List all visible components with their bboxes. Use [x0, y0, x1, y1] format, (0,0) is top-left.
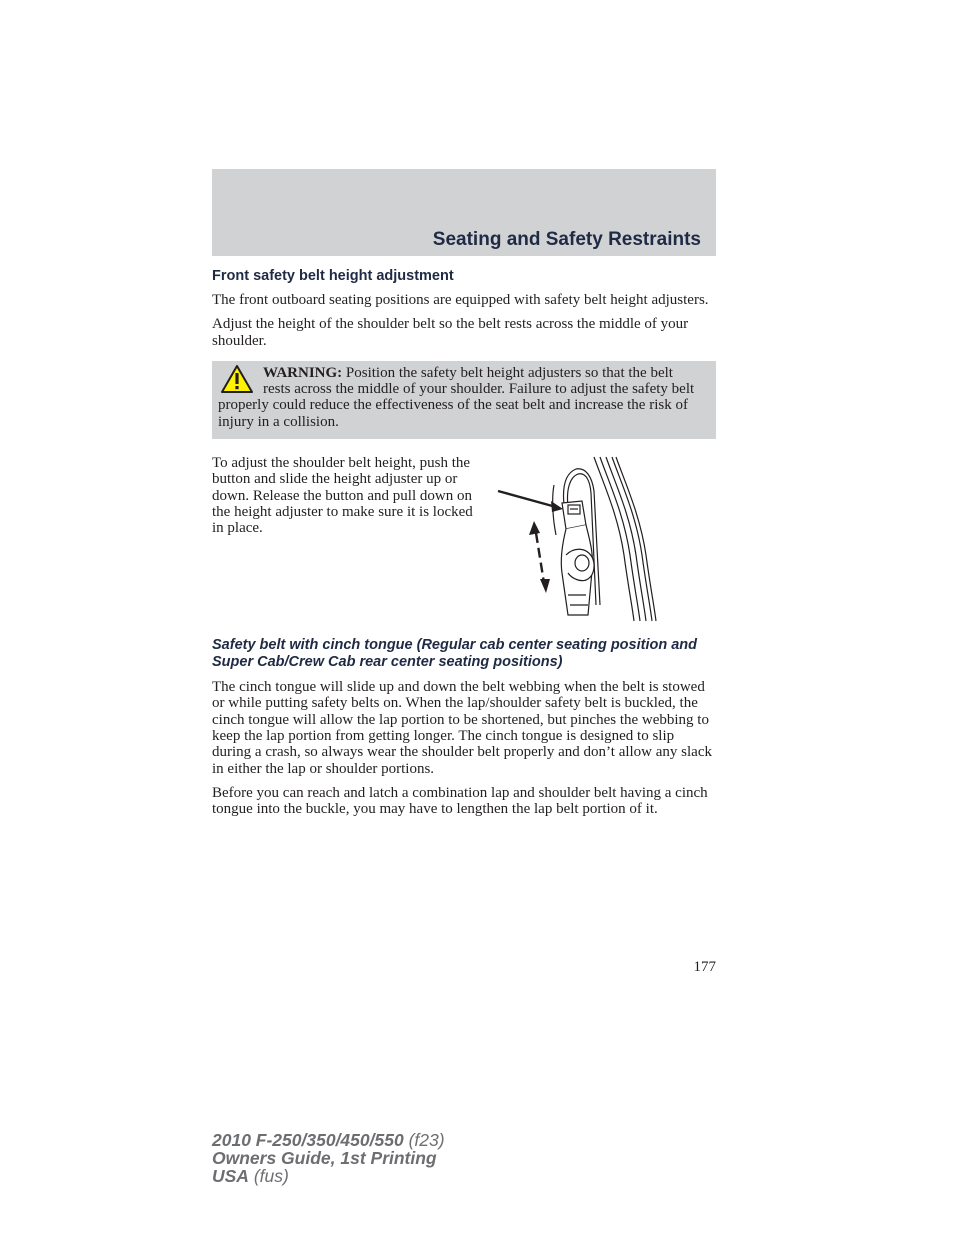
- paragraph-adjust-height: Adjust the height of the shoulder belt so the belt rests across the middle of your shoulder.: [212, 316, 689, 349]
- footer-line-printing: Owners Guide, 1st Printing: [212, 1148, 437, 1168]
- paragraph-lengthen-lap-belt: Before you can reach and latch a combination lap and shoulder belt having a cinch tongue into the buckle, you may have to lengthen the lap belt portion of it.: [212, 784, 708, 818]
- footer-model-code: (f23): [403, 1130, 445, 1150]
- warning-text: Position the safety belt height adjusters so that the belt rests across the middle of your shoulder. Failure to adjust the safety belt properly could reduce the effectiveness of the seat belt and increase the risk of injury in a collision.: [218, 364, 695, 430]
- footer-market-code: (fus): [248, 1166, 289, 1186]
- paragraph-adjust-instructions: To adjust the shoulder belt height, push the button and slide the height adjuster up or down. Release the button and pull down on the height adjuster to make sure it is locked in place.: [212, 455, 473, 537]
- section-title: Seating and Safety Restraints: [432, 229, 701, 250]
- footer-market: USA: [212, 1166, 249, 1186]
- warning-triangle-icon: [220, 364, 254, 394]
- heading-cinch-tongue: Safety belt with cinch tongue (Regular cab center seating position and Super Cab/Crew Cab rear center seating positions): [212, 637, 698, 671]
- footer-line-market: [212, 1167, 445, 1185]
- paragraph-equipped-adjusters: The front outboard seating positions are equipped with safety belt height adjusters.: [212, 292, 709, 308]
- belt-height-adjuster-illustration: [496, 455, 668, 623]
- warning-label: WARNING:: [263, 364, 343, 381]
- document-footer: [212, 1131, 445, 1185]
- footer-line-model: [212, 1131, 445, 1149]
- warning-box: [212, 361, 716, 439]
- page-content: [212, 268, 716, 825]
- adjust-instructions-row: [212, 455, 716, 623]
- section-header-band: [212, 169, 716, 256]
- heading-belt-height-adjustment: Front safety belt height adjustment: [212, 268, 454, 284]
- paragraph-cinch-tongue-behavior: The cinch tongue will slide up and down the belt webbing when the belt is stowed or while putting safety belts on. When the lap/shoulder safety belt is buckled, the cinch tongue will allow the lap portion to be shortened, but pinches the webbing to keep the lap portion from getting longer. The cinch tongue is designed to slip during a crash, so always wear the shoulder belt properly and don’t allow any slack in either the lap or shoulder portions.: [212, 679, 712, 777]
- footer-model: 2010 F-250/350/450/550: [212, 1130, 404, 1150]
- page-number: 177: [693, 959, 716, 975]
